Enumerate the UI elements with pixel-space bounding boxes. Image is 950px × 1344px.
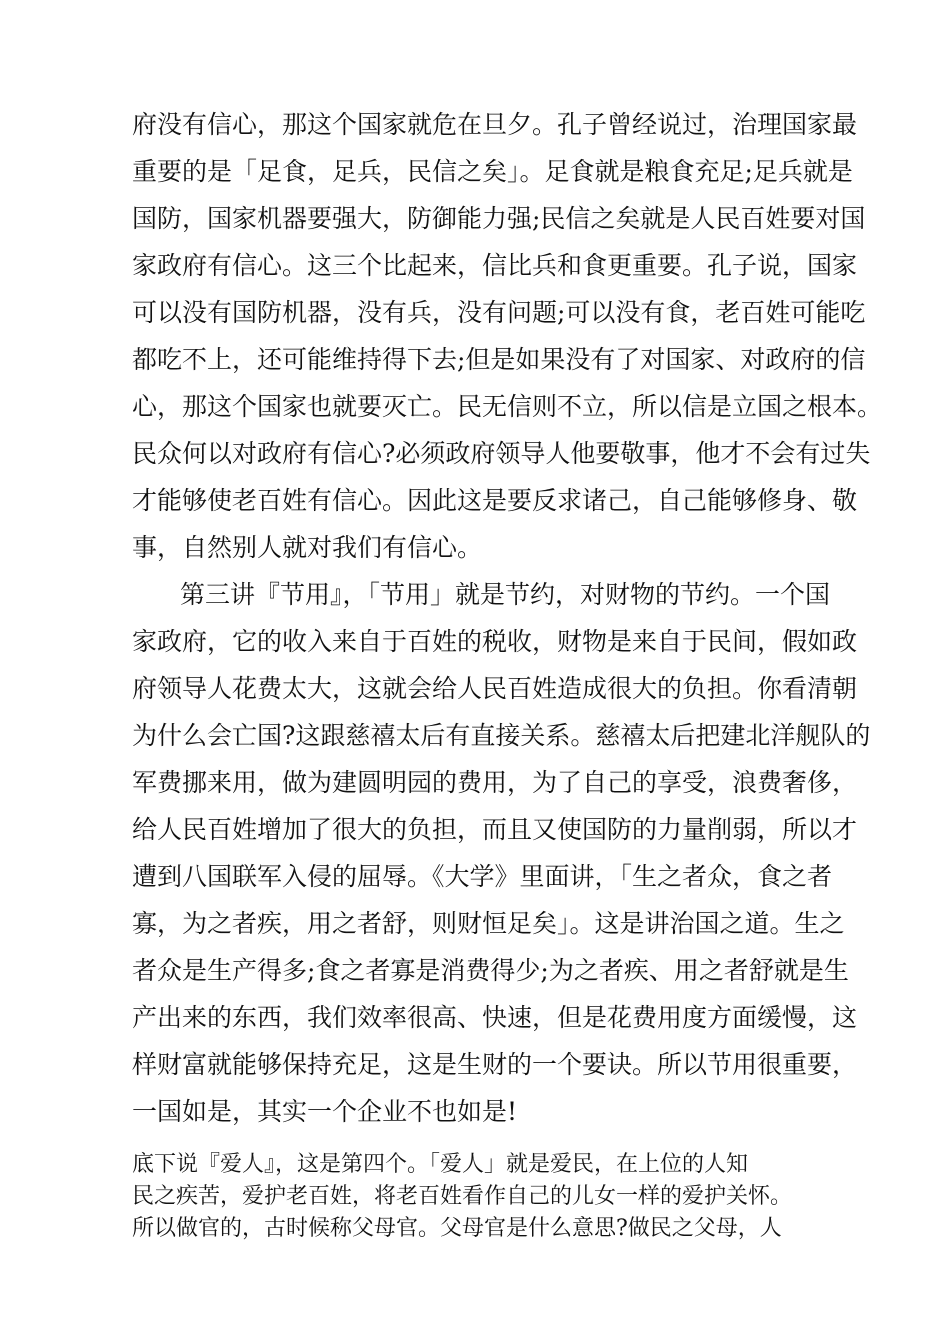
text-line: 家政府有信心。这三个比起来，信比兵和食更重要。孔子说，国家: [132, 251, 858, 280]
text-line: 产出来的东西，我们效率很高、快速，但是花费用度方面缓慢，这: [132, 1003, 858, 1032]
text-line: 民众何以对政府有信心?必须政府领导人他要敬事，他才不会有过失: [132, 439, 871, 468]
text-line: 样财富就能够保持充足，这是生财的一个要诀。所以节用很重要，: [132, 1050, 858, 1079]
text-line: 一国如是，其实一个企业不也如是!: [132, 1097, 518, 1126]
text-line: 为什么会亡国?这跟慈禧太后有直接关系。慈禧太后把建北洋舰队的: [132, 721, 871, 750]
text-line: 都吃不上，还可能维持得下去;但是如果没有了对国家、对政府的信: [132, 345, 866, 374]
text-line: 心，那这个国家也就要灭亡。民无信则不立，所以信是立国之根本。: [132, 392, 883, 421]
text-line: 民之疾苦，爱护老百姓，将老百姓看作自己的儿女一样的爱护关怀。: [132, 1184, 793, 1209]
text-line: 者众是生产得多;食之者寡是消费得少;为之者疾、用之者舒就是生: [132, 956, 849, 985]
text-line: 府领导人花费太大，这就会给人民百姓造成很大的负担。你看清朝: [132, 674, 858, 703]
text-line: 寡，为之者疾，用之者舒，则财恒足矣」。这是讲治国之道。生之: [132, 909, 845, 938]
text-line: 家政府，它的收入来自于百姓的税收，财物是来自于民间，假如政: [132, 627, 858, 656]
text-line: 军费挪来用，做为建圆明园的费用，为了自己的享受，浪费奢侈，: [132, 768, 858, 797]
paragraph-first-line: 第三讲『节用』，「节用」就是节约，对财物的节约。一个国: [180, 580, 831, 609]
text-line: 府没有信心，那这个国家就危在旦夕。孔子曾经说过，治理国家最: [132, 110, 858, 139]
text-line: 事，自然别人就对我们有信心。: [132, 533, 483, 562]
text-line: 国防，国家机器要强大，防御能力强;民信之矣就是人民百姓要对国: [132, 204, 866, 233]
text-line: 给人民百姓增加了很大的负担，而且又使国防的力量削弱，所以才: [132, 815, 858, 844]
text-line: 才能够使老百姓有信心。因此这是要反求诸己，自己能够修身、敬: [132, 486, 858, 515]
text-line: 所以做官的，古时候称父母官。父母官是什么意思?做民之父母，人: [132, 1216, 782, 1241]
text-line: 遭到八国联军入侵的屈辱。《大学》里面讲，「生之者众，食之者: [132, 862, 833, 891]
text-line: 底下说『爱人』，这是第四个。「爱人」就是爱民，在上位的人知: [132, 1152, 749, 1177]
text-line: 重要的是「足食，足兵，民信之矣」。足食就是粮食充足;足兵就是: [132, 157, 853, 186]
text-line: 可以没有国防机器，没有兵，没有问题;可以没有食，老百姓可能吃: [132, 298, 866, 327]
